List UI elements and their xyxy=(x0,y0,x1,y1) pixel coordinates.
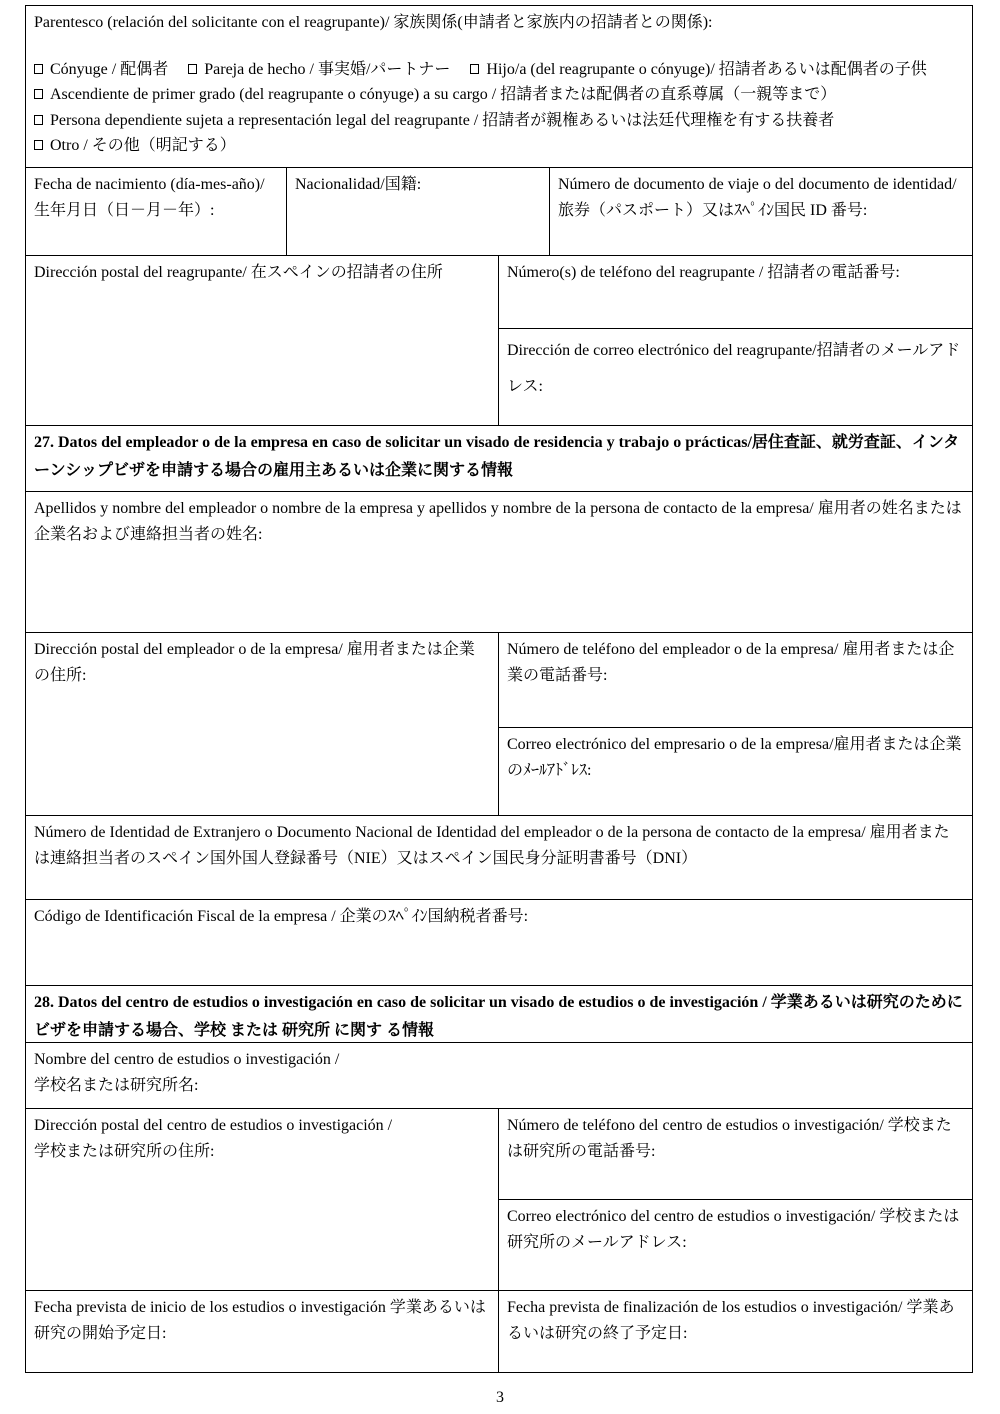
field-cif xyxy=(26,899,972,985)
option-ascendiente-label: Ascendiente de primer grado (del reagrupante o cónyuge) a su cargo / 招請者または配偶者の直系尊属（一親等まで） xyxy=(50,86,837,104)
checkbox-conyuge[interactable] xyxy=(34,64,43,74)
fecha-fin-label: Fecha prevista de finalización de los estudios o investigación/ 学業あるいは研究の終了予定日: xyxy=(507,1299,955,1342)
section-28-heading xyxy=(26,985,972,1042)
nombre-centro-label-jp: 学校名または研究所名: xyxy=(34,1076,199,1094)
section-27-heading-text: 27. Datos del empleador o de la empresa en caso de solicitar un visado de residencia y trabajo o prácticas/居住査証、就労査証、インターンシップビザを申請する場合の雇用主あるいは企業に関する情報 xyxy=(34,434,960,479)
field-fecha-fin xyxy=(498,1291,972,1372)
field-nacionalidad xyxy=(286,168,549,255)
field-parentesco xyxy=(26,6,972,167)
nombre-centro-label-es: Nombre del centro de estudios o investigación / xyxy=(34,1051,340,1068)
field-nombre-centro xyxy=(26,1042,972,1108)
option-otro xyxy=(34,133,236,159)
fecha-nacimiento-label-jp: 生年月日（日－月－年）: xyxy=(34,201,215,219)
cif-label: Código de Identificación Fiscal de la empresa / 企業のｽﾍﾟｲﾝ国納税者番号: xyxy=(34,908,529,925)
visa-application-form xyxy=(25,5,973,1373)
field-fecha-inicio xyxy=(26,1291,498,1372)
field-email-centro xyxy=(499,1200,972,1290)
direccion-empleador-label: Dirección postal del empleador o de la empresa/ 雇用者または企業の住所: xyxy=(34,641,475,684)
option-hijo xyxy=(470,57,926,83)
option-hijo-label: Hijo/a (del reagrupante o cónyuge)/ 招請者あるいは配偶者の子供 xyxy=(486,60,927,78)
field-direccion-reagrupante xyxy=(26,256,498,425)
nie-dni-label: Número de Identidad de Extranjero o Documento Nacional de Identidad del empleador o de la persona de contacto de la empresa/ 雇用者または連絡担当者のスペイン国外国人登録番号（NIE）又はスペイン国民身分証明書番号（DNI） xyxy=(34,824,950,867)
field-direccion-empleador xyxy=(26,633,498,815)
telefono-reagrupante-label: Número(s) de teléfono del reagrupante / 招請者の電話番号: xyxy=(507,264,900,281)
field-email-empleador xyxy=(499,728,972,815)
checkbox-otro[interactable] xyxy=(34,140,43,150)
nacionalidad-label: Nacionalidad/国籍: xyxy=(295,176,422,193)
email-reagrupante-label: Dirección de correo electrónico del reagrupante/招請者のメールアドレス: xyxy=(507,342,961,395)
option-persona-dependiente xyxy=(34,108,834,134)
page-number: 3 xyxy=(496,1389,504,1406)
option-ascendiente xyxy=(34,82,836,108)
direccion-reagrupante-label: Dirección postal del reagrupante/ 在スペインの招請者の住所 xyxy=(34,264,443,281)
fecha-nacimiento-label-es: Fecha de nacimiento (día-mes-año)/ xyxy=(34,176,265,193)
option-conyuge xyxy=(34,57,168,83)
option-otro-label: Otro / その他（明記する） xyxy=(50,137,236,155)
field-telefono-reagrupante xyxy=(499,256,972,329)
checkbox-ascendiente[interactable] xyxy=(34,89,43,99)
section-28-heading-text: 28. Datos del centro de estudios o investigación en caso de solicitar un visado de estudios o de investigación / 学業あるいは研究のために ビザを申請する場合、学校 または 研究所 に関す る情報 xyxy=(34,994,963,1039)
field-telefono-empleador xyxy=(499,633,972,728)
telefono-centro-label: Número de teléfono del centro de estudios o investigación/ 学校または研究所の電話番号: xyxy=(507,1117,952,1160)
direccion-centro-label-es: Dirección postal del centro de estudios o investigación / xyxy=(34,1117,393,1134)
email-centro-label: Correo electrónico del centro de estudios o investigación/ 学校または研究所のメールアドレス: xyxy=(507,1208,960,1251)
checkbox-hijo[interactable] xyxy=(470,64,479,74)
telefono-empleador-label: Número de teléfono del empleador o de la empresa/ 雇用者または企業の電話番号: xyxy=(507,641,955,684)
field-email-reagrupante xyxy=(499,329,972,425)
field-nie-dni xyxy=(26,815,972,899)
field-documento-viaje xyxy=(549,168,972,255)
checkbox-persona-dependiente[interactable] xyxy=(34,115,43,125)
option-persona-dependiente-label: Persona dependiente sujeta a representación legal del reagrupante / 招請者が親権あるいは法廷代理権を有する扶養者 xyxy=(50,111,835,129)
section-27-heading xyxy=(26,425,972,491)
checkbox-pareja-de-hecho[interactable] xyxy=(188,64,197,74)
field-direccion-centro xyxy=(26,1109,498,1290)
documento-viaje-label: Número de documento de viaje o del documento de identidad/旅券（パスポート）又はｽﾍﾟｲﾝ国民 ID 番号: xyxy=(558,176,957,219)
field-fecha-nacimiento xyxy=(26,168,286,255)
email-empleador-label: Correo electrónico del empresario o de la empresa/雇用者または企業のﾒｰﾙｱﾄﾞﾚｽ: xyxy=(507,736,962,779)
option-pareja-de-hecho-label: Pareja de hecho / 事実婚/パートナー xyxy=(204,60,451,78)
direccion-centro-label-jp: 学校または研究所の住所: xyxy=(34,1142,215,1160)
fecha-inicio-label: Fecha prevista de inicio de los estudios o investigación 学業あるいは研究の開始予定日: xyxy=(34,1299,486,1342)
field-nombre-empleador xyxy=(26,491,972,632)
nombre-empleador-label: Apellidos y nombre del empleador o nombre de la empresa y apellidos y nombre de la persona de contacto de la empresa/ 雇用者の姓名または企業名および連絡担当者の姓名: xyxy=(34,500,962,543)
parentesco-label: Parentesco (relación del solicitante con el reagrupante)/ 家族関係(申請者と家族内の招請者との関係): xyxy=(34,14,713,31)
option-pareja-de-hecho xyxy=(188,57,450,83)
option-conyuge-label: Cónyuge / 配偶者 xyxy=(50,60,169,78)
field-telefono-centro xyxy=(499,1109,972,1200)
